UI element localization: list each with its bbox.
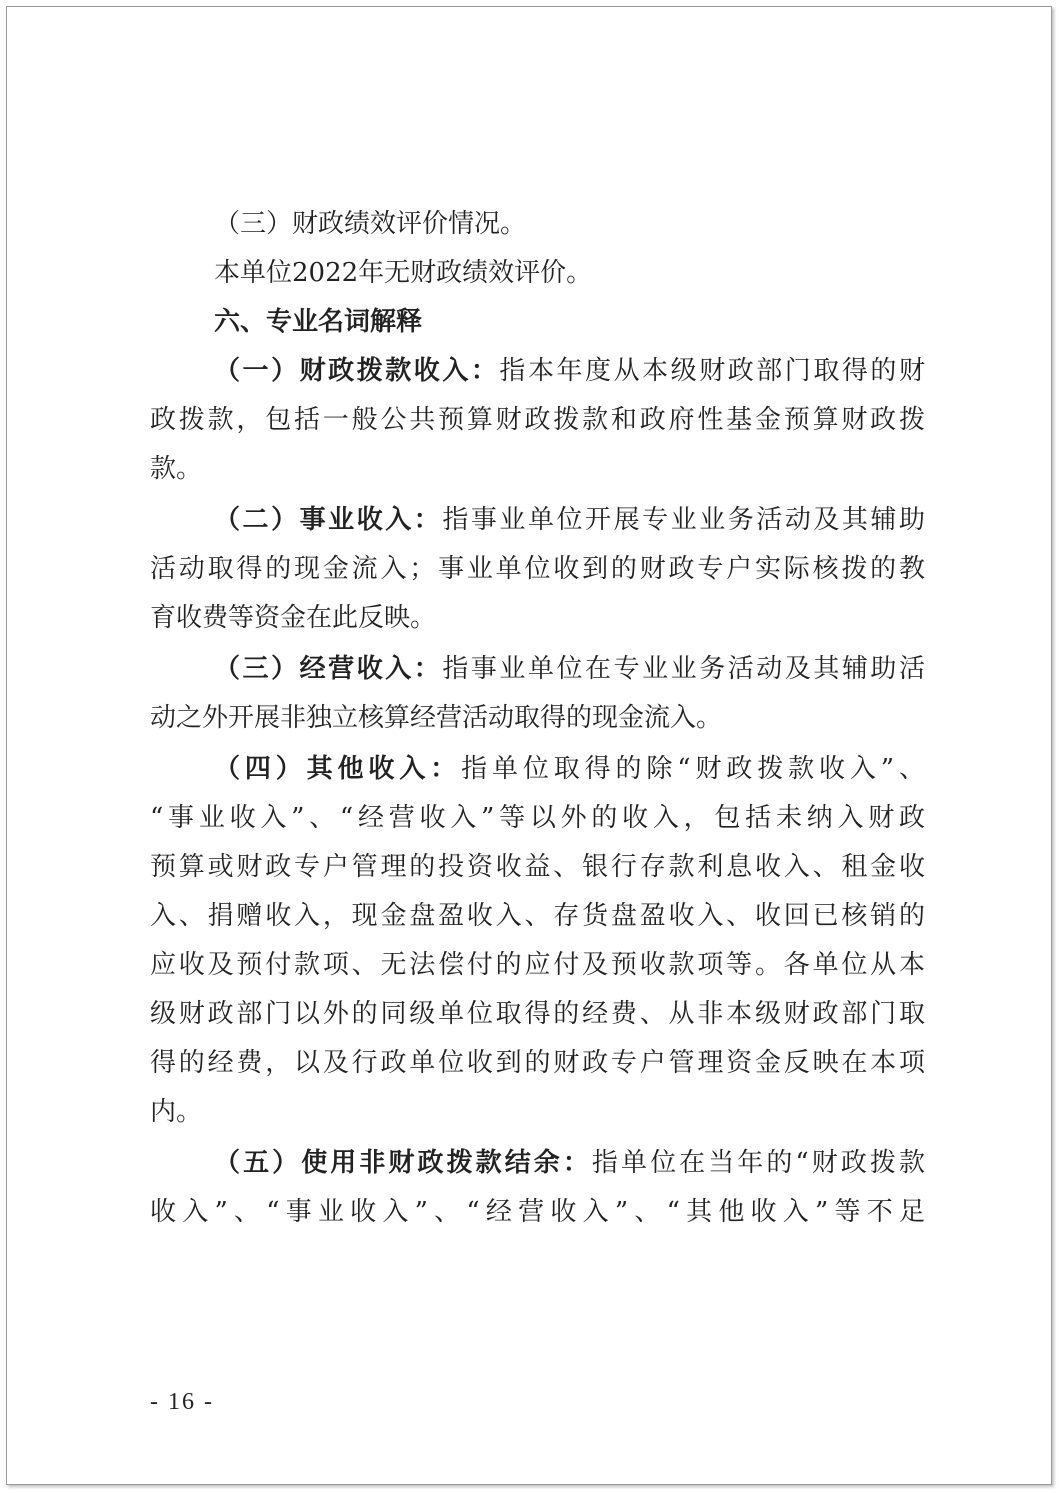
term-label: （一）财政拨款收入：	[214, 356, 500, 386]
term-text: 指事业单位开展专业业务活动及其辅助	[442, 505, 925, 535]
term-business-income-line-2: 活动取得的现金流入；事业单位收到的财政专户实际核拨的教	[150, 554, 925, 584]
document-body	[150, 200, 925, 1237]
term-fiscal-allocation-line-1	[150, 347, 925, 396]
term-fiscal-allocation-line-3: 款。	[150, 454, 203, 484]
term-other-income-line-5: 应收及预付款项、无法偿付的应付及预收款项等。各单位从本	[150, 950, 925, 980]
section-heading-performance: （三）财政绩效评价情况。	[214, 209, 527, 239]
term-fiscal-allocation-line-2: 政拨款，包括一般公共预算财政拨款和政府性基金预算财政拨	[150, 405, 925, 435]
term-label: （四）其他收入：	[214, 754, 462, 784]
term-business-income-line-3: 育收费等资金在此反映。	[150, 603, 437, 633]
term-other-income-line-4: 入、捐赠收入，现金盘盈收入、存货盘盈收入、收回已核销的	[150, 901, 925, 931]
term-other-income-line-6: 级财政部门以外的同级单位取得的经费、从非本级财政部门取	[150, 999, 925, 1029]
term-text: 指事业单位在专业业务活动及其辅助活	[442, 654, 925, 684]
term-label: （二）事业收入：	[214, 505, 443, 535]
section-heading-terms: 六、专业名词解释	[214, 307, 423, 337]
term-other-income-line-1	[150, 745, 925, 794]
term-operating-income-line-1	[150, 645, 925, 694]
page-number: - 16 -	[150, 1389, 214, 1415]
term-other-income-line-2: “事业收入”、“经营收入”等以外的收入，包括未纳入财政	[150, 803, 925, 833]
term-non-fiscal-balance-line-2: 收入”、“事业收入”、“经营收入”、“其他收入”等不足	[150, 1197, 925, 1227]
document-page	[6, 6, 1052, 1485]
term-text: 指本年度从本级财政部门取得的财	[499, 356, 925, 386]
term-operating-income-line-2: 动之外开展非独立核算经营活动取得的现金流入。	[150, 703, 723, 733]
term-text: 指单位在当年的“财政拨款	[591, 1148, 925, 1178]
term-non-fiscal-balance-line-1	[150, 1139, 925, 1188]
section-paragraph-performance: 本单位2022年无财政绩效评价。	[214, 258, 593, 288]
term-label: （五）使用非财政拨款结余：	[214, 1148, 592, 1178]
term-label: （三）经营收入：	[214, 654, 443, 684]
term-text: 指单位取得的除“财政拨款收入”、	[461, 754, 925, 784]
term-other-income-line-3: 预算或财政专户管理的投资收益、银行存款利息收入、租金收	[150, 852, 925, 882]
term-business-income-line-1	[150, 496, 925, 545]
term-other-income-line-8: 内。	[150, 1097, 203, 1127]
term-other-income-line-7: 得的经费，以及行政单位收到的财政专户管理资金反映在本项	[150, 1048, 925, 1078]
